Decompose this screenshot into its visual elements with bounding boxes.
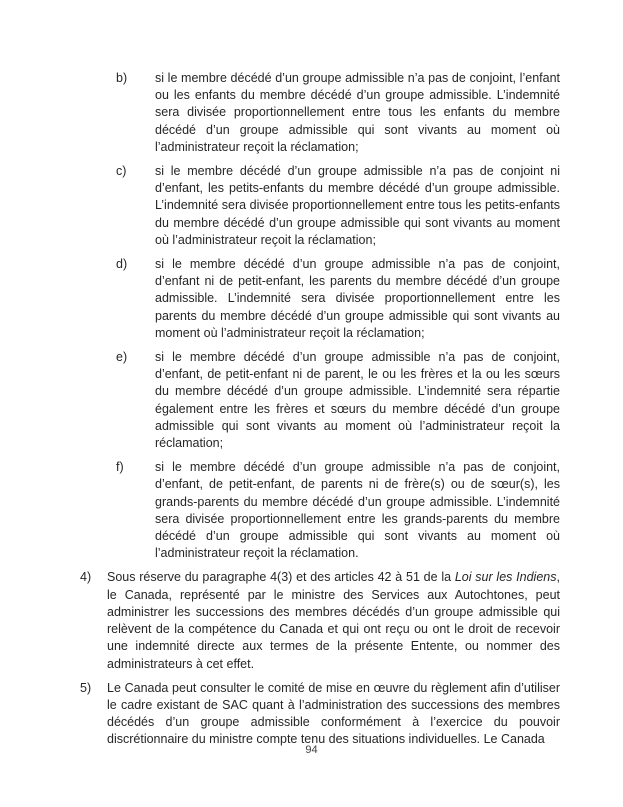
item-marker-d: d) (116, 257, 128, 272)
item-text-d: si le membre décédé d’un groupe admissible n’a pas de conjoint, d’enfant ni de petit-enfant, les parents du membre décédé d’un groupe admissible. L’indemnité sera divisée proportionnellement entre les parents du membre décédé d’un groupe admissible qui sont vivants au moment où l’administrateur reçoit la réclamation; (155, 257, 560, 340)
item-text-f: si le membre décédé d’un groupe admissible n’a pas de conjoint, d’enfant, de petit-enfant, de parents ni de frère(s) ou de sœur(s), les grands-parents du membre décédé d’un groupe admissible. L’indemnité sera divisée proportionnellement entre les grands-parents du membre décédé d’un groupe admissible qui sont vivants au moment où l’administrateur reçoit la réclamation. (155, 460, 560, 561)
item-text-4 (107, 569, 560, 672)
text-segment-before: Sous réserve du paragraphe 4(3) et des articles 42 à 51 de la (107, 570, 455, 585)
list-item-5 (0, 680, 560, 749)
item-marker-4: 4) (80, 570, 92, 585)
item-text-b: si le membre décédé d’un groupe admissible n’a pas de conjoint, l’enfant ou les enfants du membre décédé d’un groupe admissible. L’indemnité sera divisée proportionnellement entre tous les enfants du membre décédé d’un groupe admissible qui sont vivants au moment où l’administrateur reçoit la réclamation; (155, 71, 560, 154)
item-marker-c: c) (116, 164, 127, 179)
text-segment-after: , le Canada, représenté par le ministre des Services aux Autochtones, peut administrer les successions des membres décédés d’un groupe admissible qui relèvent de la compétence du Canada et qui ont reçu ou ont le droit de recevoir une indemnité directe aux termes de la présente Entente, ou nommer des administrateurs à cet effet. (107, 570, 560, 671)
page-content (0, 70, 560, 756)
list-item-c (0, 163, 560, 249)
item-text-5: Le Canada peut consulter le comité de mise en œuvre du règlement afin d’utiliser le cadre existant de SAC quant à l’administration des successions des membres décédés d’un groupe admissible conformément à l’exercice du pouvoir discrétionnaire du ministre compte tenu des situations individuelles. Le Canada (107, 680, 560, 747)
list-item-4 (0, 569, 560, 672)
item-marker-e: e) (116, 350, 128, 365)
item-text-e: si le membre décédé d’un groupe admissible n’a pas de conjoint, d’enfant, de petit-enfant ni de parent, le ou les frères et la ou les sœurs du membre décédé d’un groupe admissible. L’indemnité sera répartie également entre les frères et sœurs du membre décédé d’un groupe admissible qui sont vivants au moment où l’administrateur reçoit la réclamation; (155, 350, 560, 451)
item-marker-f: f) (116, 460, 124, 475)
italic-law-title: Loi sur les Indiens (454, 570, 557, 585)
page-number: 94 (305, 744, 318, 756)
list-item-d (0, 256, 560, 342)
list-item-e (0, 349, 560, 452)
item-marker-b: b) (116, 71, 128, 85)
item-marker-5: 5) (80, 680, 92, 695)
list-item-b (0, 70, 560, 156)
item-text-c: si le membre décédé d’un groupe admissible n’a pas de conjoint ni d’enfant, les petits-enfants du membre décédé d’un groupe admissible. L’indemnité sera divisée proportionnellement entre tous les petits-enfants du membre décédé d’un groupe admissible qui sont vivants au moment où l’administrateur reçoit la réclamation; (155, 164, 560, 247)
list-item-f (0, 459, 560, 562)
